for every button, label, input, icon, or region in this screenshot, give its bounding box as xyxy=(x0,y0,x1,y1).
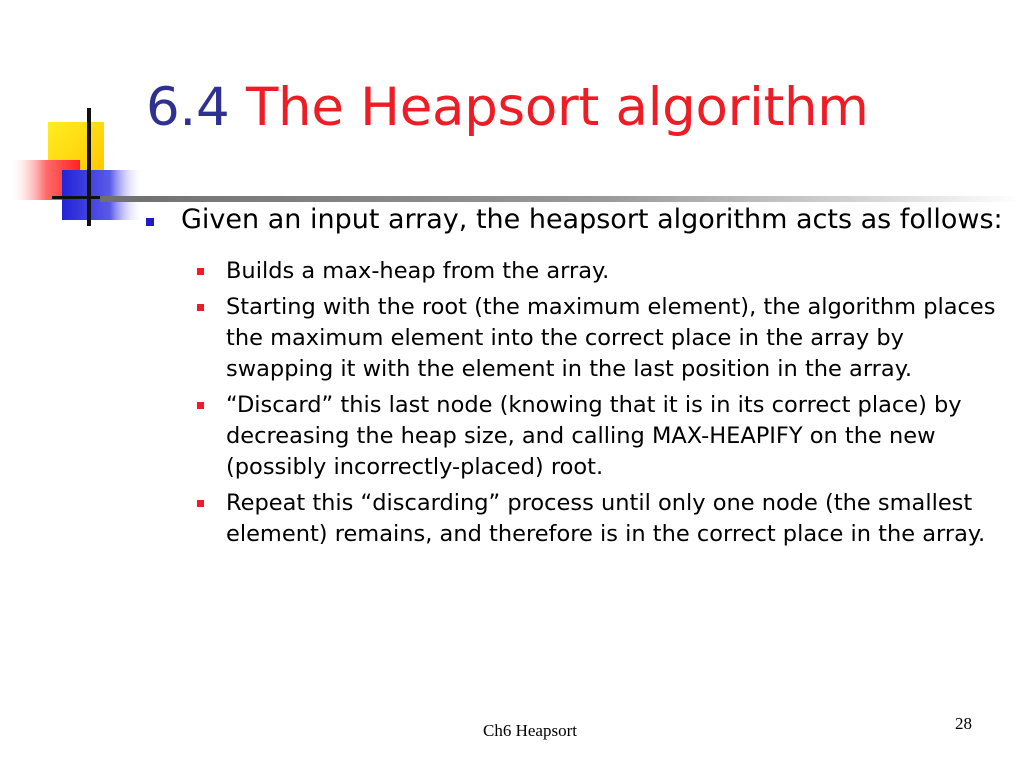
section-title: The Heapsort algorithm xyxy=(245,77,869,138)
decorative-squares-logo-icon xyxy=(0,0,150,240)
step-text: Starting with the root (the maximum element), the algorithm places the maximum element into the correct place in the array by swapping it with the element in the last position in the array. xyxy=(226,294,996,382)
step-text: Builds a max-heap from the array. xyxy=(226,258,610,284)
square-bullet-icon xyxy=(197,304,204,311)
page-number: 28 xyxy=(955,714,972,733)
list-item xyxy=(226,292,1012,385)
square-bullet-icon xyxy=(197,402,204,409)
slide-content xyxy=(142,204,1012,555)
square-bullet-icon xyxy=(197,268,204,275)
square-bullet-icon xyxy=(197,500,204,507)
list-item xyxy=(226,256,1012,287)
step-text: “Discard” this last node (knowing that it is in its correct place) by decreasing the heap size, and calling MAX-HEAPIFY on the new (possibly incorrectly-placed) root. xyxy=(226,392,962,480)
square-bullet-icon xyxy=(146,218,154,226)
list-item xyxy=(226,488,1012,550)
footer-label: Ch6 Heapsort xyxy=(483,721,577,740)
intro-text: Given an input array, the heapsort algorithm acts as follows: xyxy=(181,204,1003,235)
title-divider xyxy=(100,196,1020,202)
slide-title xyxy=(146,70,869,146)
bullet-intro xyxy=(142,204,1012,236)
section-number: 6.4 xyxy=(146,77,230,138)
step-text: Repeat this “discarding” process until only one node (the smallest element) remains, and therefore is in the correct place in the array. xyxy=(226,490,986,547)
list-item xyxy=(226,390,1012,483)
steps-list xyxy=(142,256,1012,550)
